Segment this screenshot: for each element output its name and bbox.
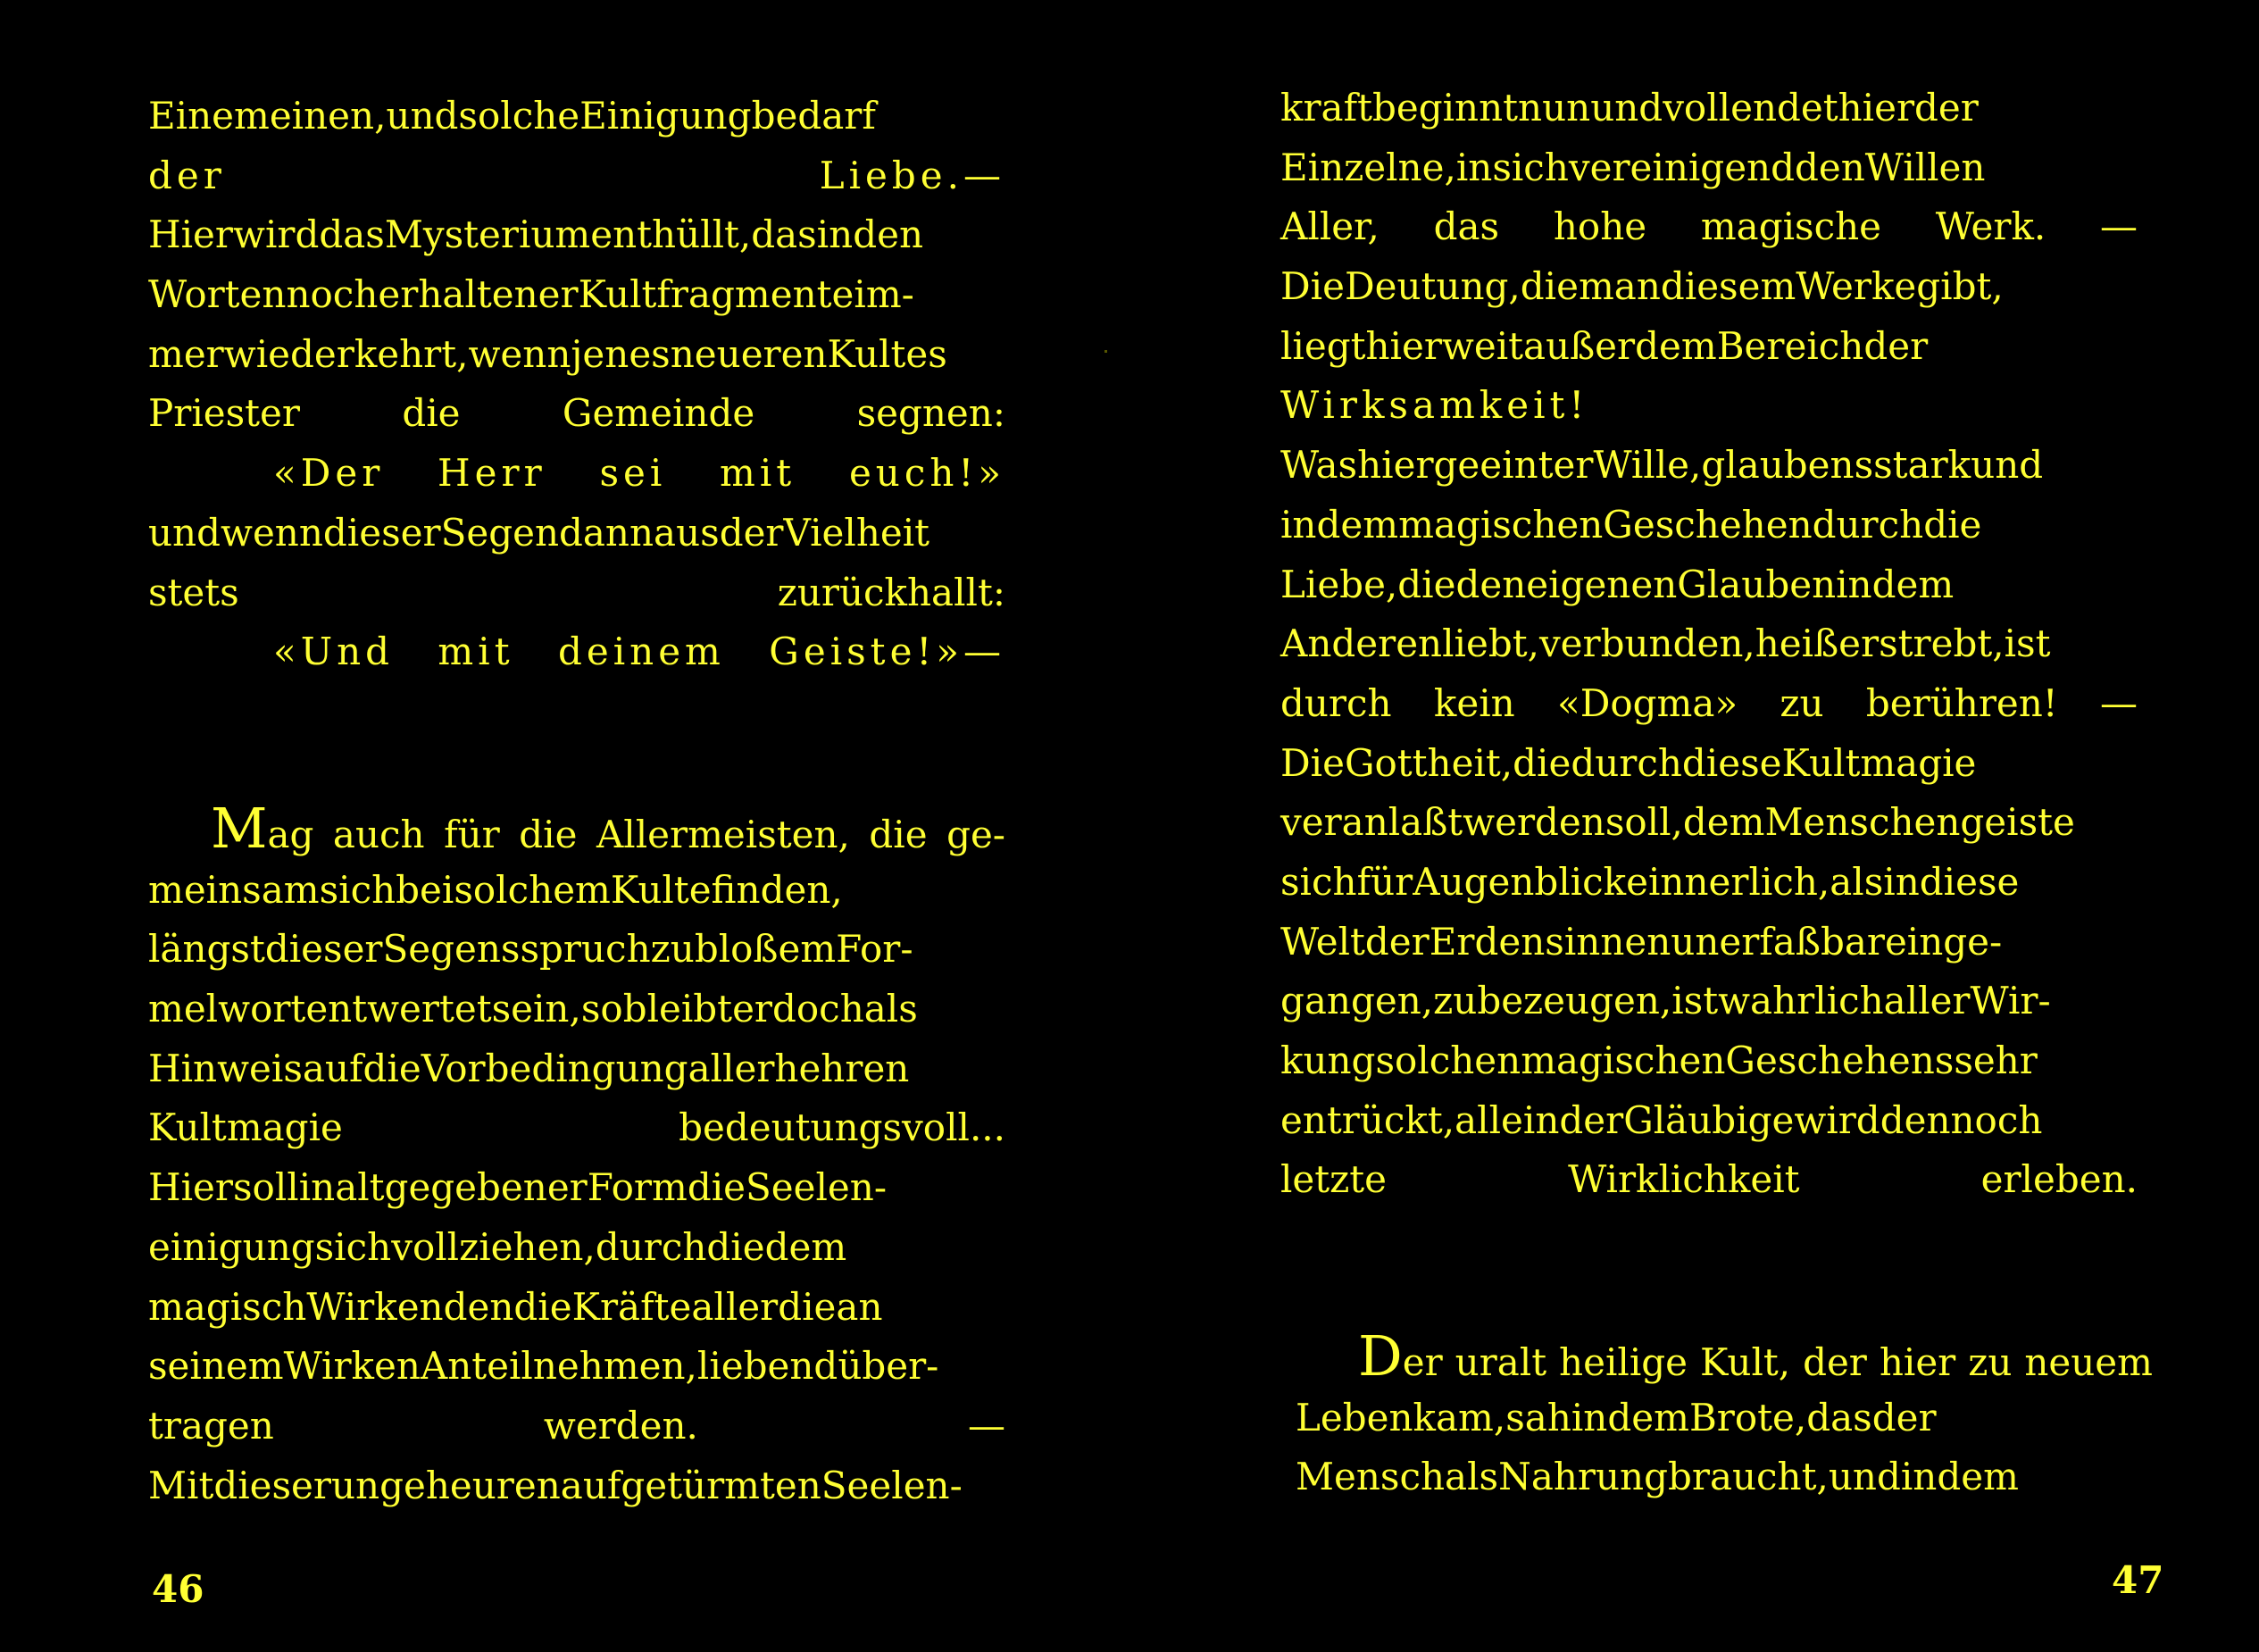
text-line: DieGottheit,diedurchdieseKultmagie: [1280, 740, 1977, 785]
text-line: undwenndieserSegendannausderVielheit: [148, 510, 930, 555]
right-page: [1130, 0, 2259, 1652]
drop-initial: M: [211, 796, 268, 861]
text-line: MitdieserungeheurenaufgetürmtenSeelen-: [148, 1463, 963, 1507]
speck: [1104, 350, 1107, 353]
text-line: letzte Wirklichkeit erleben.: [1280, 1157, 2138, 1202]
text-line: Priester die Gemeinde segnen:: [148, 391, 1005, 436]
text-line: gangen,zubezeugen,istwahrlichallerWir-: [1280, 979, 2051, 1023]
page-number-right: 47: [2112, 1558, 2164, 1602]
text-line: liegthierweitaußerdemBereichder: [1280, 323, 1929, 368]
text-line: WashiergeeinterWille,glaubensstarkund: [1280, 443, 2044, 488]
page-number-left: 46: [152, 1567, 204, 1611]
text-line: DieDeutung,diemandiesemWerkegibt,: [1280, 264, 2004, 309]
text-line-with-initial: [1296, 1323, 2153, 1389]
text-line: Wirksamkeit!: [1280, 383, 1589, 428]
text-line: meinsamsichbeisolchemKultefinden,: [148, 867, 843, 912]
text-line: HinweisaufdieVorbedingungallerhehren: [148, 1046, 910, 1090]
text-line: Einzelne,insichvereinigenddenWillen: [1280, 145, 1986, 189]
drop-initial: D: [1358, 1323, 1403, 1389]
text-line: der Liebe.—: [148, 153, 1005, 197]
text-line: kraftbeginntnunundvollendethierder: [1280, 86, 1979, 129]
text-line: tragen werden. —: [148, 1403, 1005, 1448]
quote-line: «Und mit deinem Geiste!»—: [273, 630, 1005, 674]
text-line: melwortentwertetsein,sobleibterdochals: [148, 987, 918, 1031]
right-paragraph-1: [1280, 79, 2138, 1210]
text-line: HierwirddasMysteriumenthüllt,dasinden: [148, 213, 923, 257]
text-line: er uralt heilige Kult, der hier zu neuem: [1402, 1340, 2153, 1384]
text-line: stets zurückhallt:: [148, 570, 1005, 614]
quote-line: «Der Herr sei mit euch!»: [273, 451, 1005, 496]
left-paragraph-1: [148, 87, 1005, 682]
text-line: MenschalsNahrungbraucht,undindem: [1296, 1455, 2019, 1499]
text-line-with-initial: [148, 796, 1005, 861]
text-line: Einemeinen,undsolcheEinigungbedarf: [148, 94, 876, 138]
text-line: durch kein «Dogma» zu berühren! —: [1280, 680, 2138, 725]
right-paragraph-2: [1296, 1323, 2153, 1507]
text-line: Kultmagie bedeutungsvoll...: [148, 1106, 1005, 1150]
text-line: merwiederkehrt,wennjenesneuerenKultes: [148, 331, 947, 376]
text-line: entrückt,alleinderGläubigewirddennoch: [1280, 1097, 2043, 1142]
text-line: Anderenliebt,verbunden,heißerstrebt,ist: [1280, 622, 2051, 666]
text-line: Aller, das hohe magische Werk. —: [1280, 204, 2138, 249]
text-line: indemmagischenGeschehendurchdie: [1280, 502, 1982, 546]
text-line: seinemWirkenAnteilnehmen,liebendüber-: [148, 1344, 939, 1389]
text-line: ag auch für die Allermeisten, die ge-: [267, 813, 1005, 856]
left-paragraph-2: [148, 796, 1005, 1515]
text-line: Liebe,diedeneigenenGlaubenindem: [1280, 562, 1955, 606]
text-line: magischWirkendendieKräfteallerdiean: [148, 1284, 883, 1329]
text-line: HiersollinaltgegebenerFormdieSeelen-: [148, 1165, 888, 1210]
text-line: längstdieserSegensspruchzubloßemFor-: [148, 927, 913, 972]
text-line: kungsolchenmagischenGeschehenssehr: [1280, 1039, 2038, 1082]
text-line: veranlaßtwerdensoll,demMenschengeiste: [1280, 800, 2075, 845]
text-line: sichfürAugenblickeinnerlich,alsindiese: [1280, 859, 2020, 904]
text-line: WeltderErdensinnenunerfaßbareinge-: [1280, 919, 2003, 964]
text-line: WortennocherhaltenerKultfragmenteim-: [148, 272, 914, 317]
text-line: einigungsichvollziehen,durchdiedem: [148, 1224, 847, 1269]
text-line: Lebenkam,sahindemBrote,dasder: [1296, 1395, 1937, 1439]
